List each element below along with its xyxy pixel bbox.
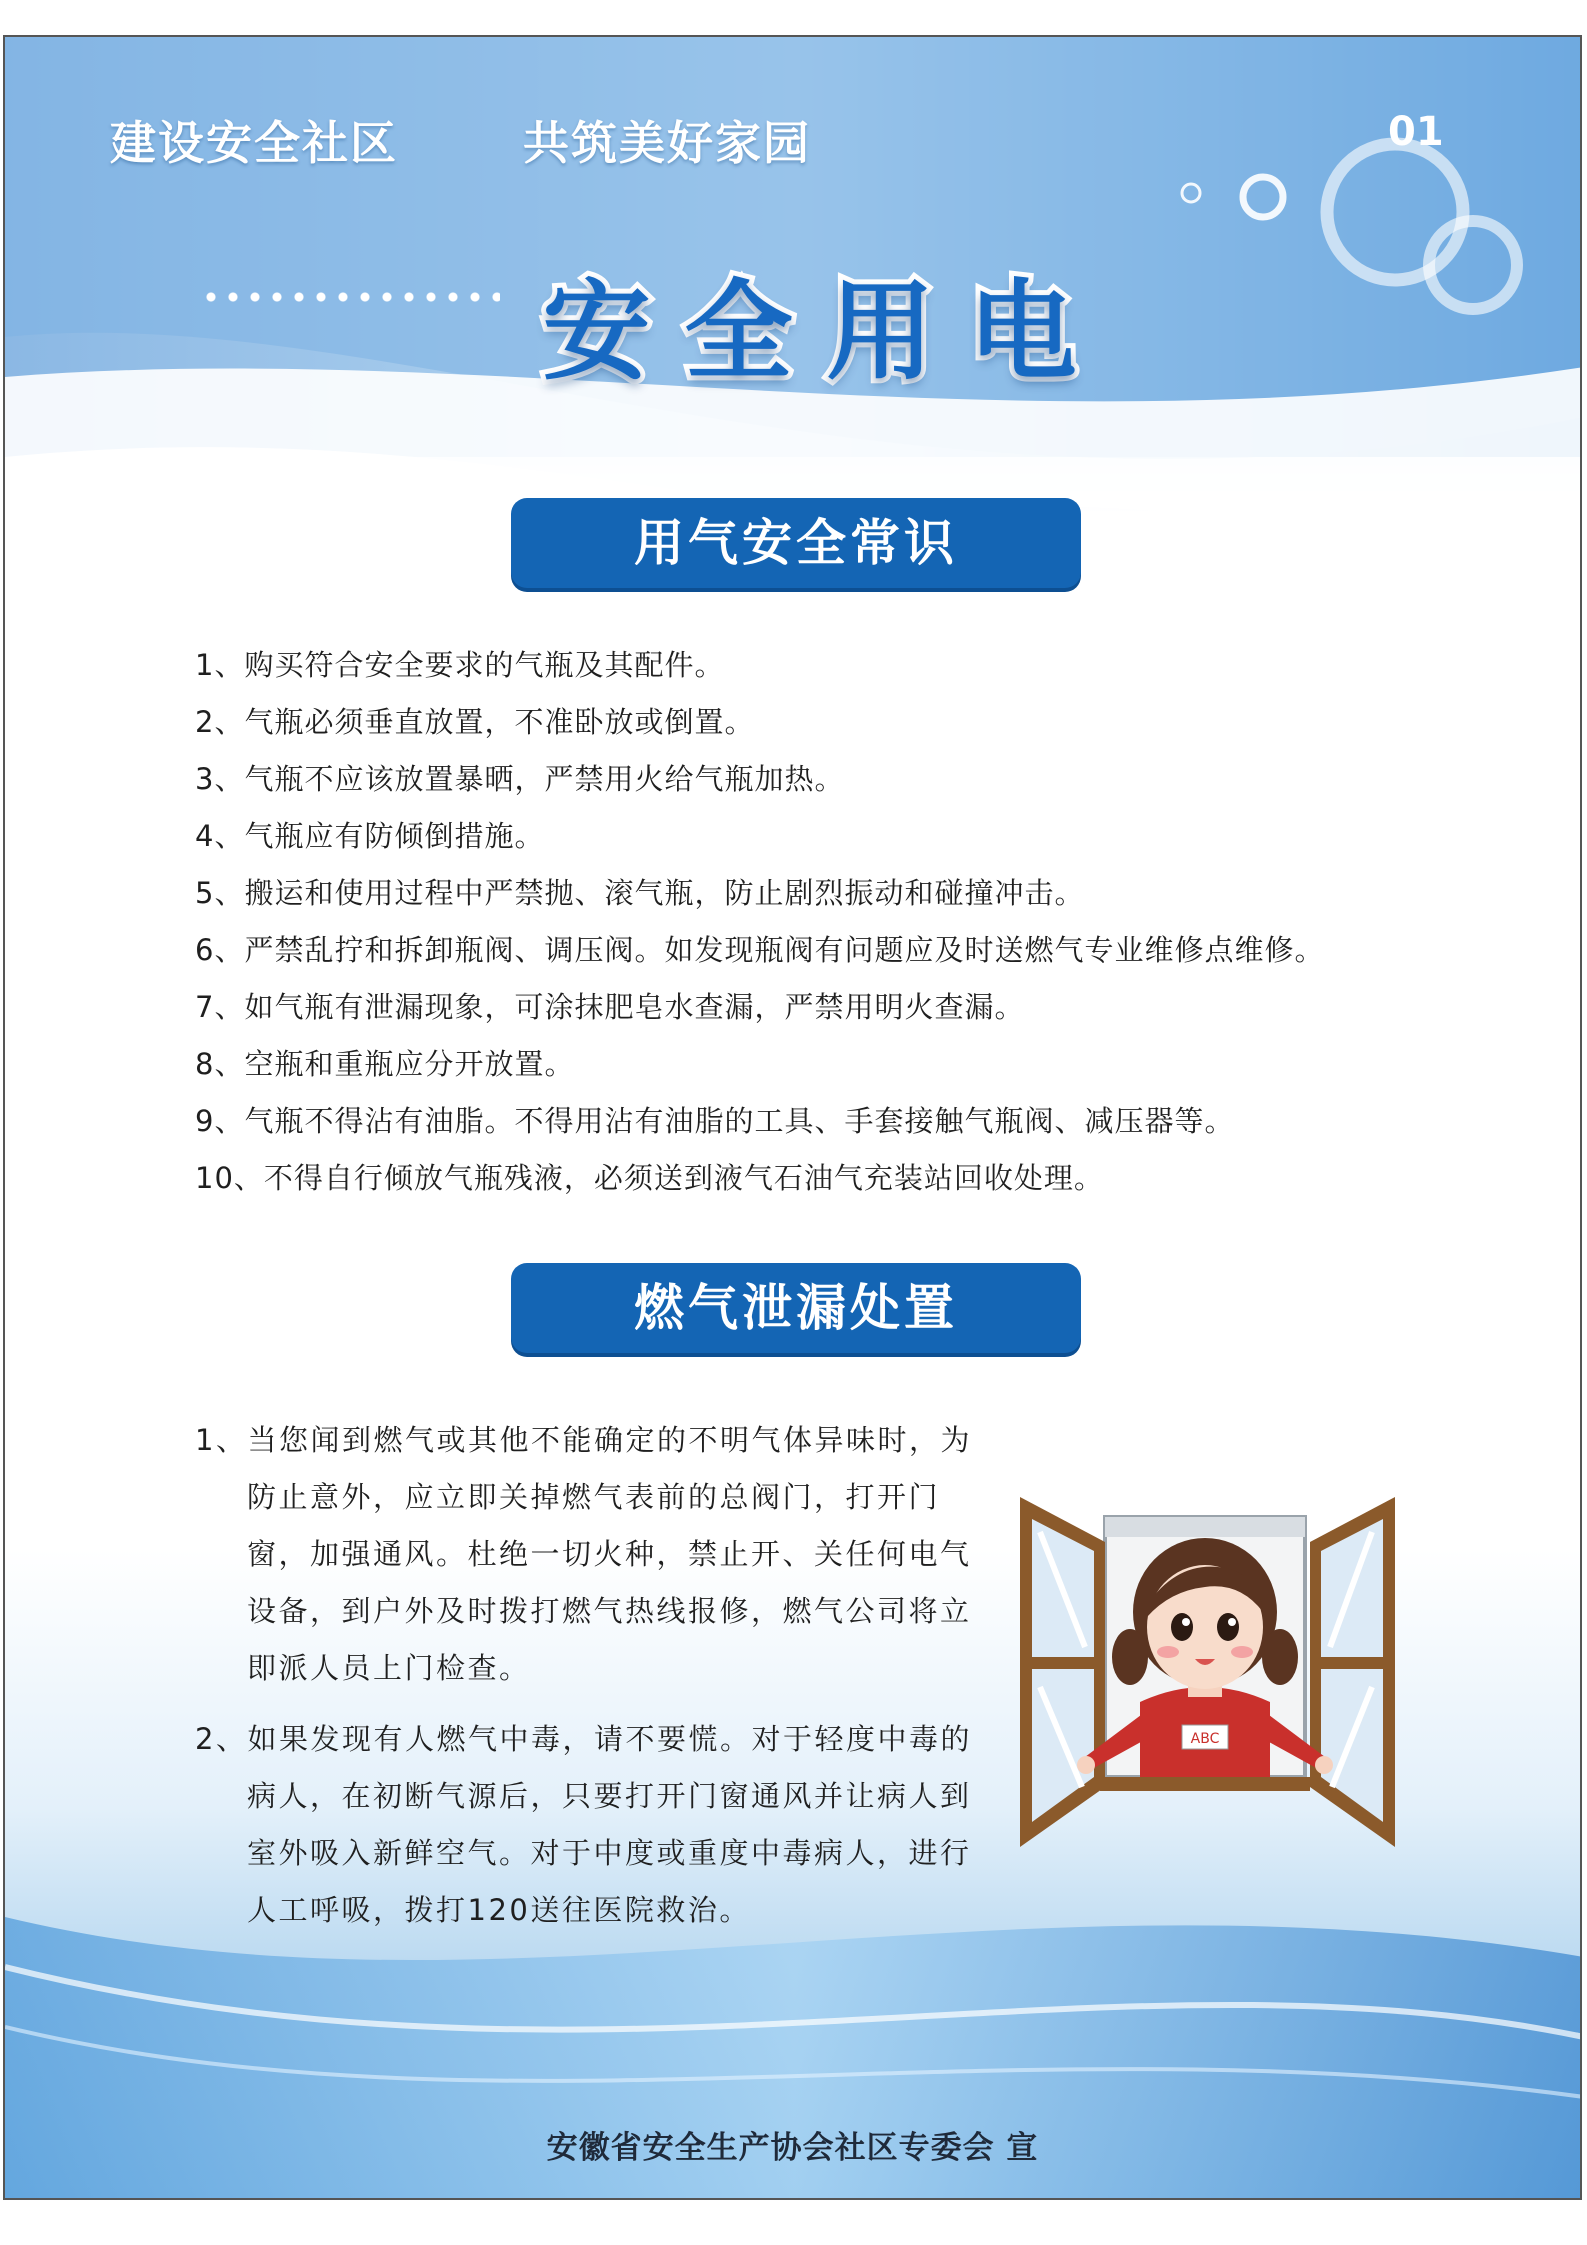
gas-safety-list: [195, 637, 1324, 1207]
list-item: 9、气瓶不得沾有油脂。不得用沾有油脂的工具、手套接触气瓶阀、减压器等。: [195, 1104, 1235, 1138]
list-item: 1、当您闻到燃气或其他不能确定的不明气体异味时，为防止意外，应立即关掉燃气表前的总阀门，打开门窗，加强通风。杜绝一切火种，禁止开、关任何电气设备，到户外及时拨打燃气热线报修，燃气公司将立即派人员上门检查。: [195, 1423, 972, 1685]
footer-publisher: 安徽省安全生产协会社区专委会 宣: [546, 2130, 1039, 2166]
shirt-badge-text: ABC: [1190, 1731, 1220, 1747]
section-heading-gas-leak: 燃气泄漏处置: [511, 1263, 1081, 1353]
list-item: 10、不得自行倾放气瓶残液，必须送到液气石油气充装站回收处理。: [195, 1161, 1104, 1195]
list-item: 7、如气瓶有泄漏现象，可涂抹肥皂水查漏，严禁用明火查漏。: [195, 990, 1025, 1024]
slogan-right: 共筑美好家园: [523, 116, 811, 170]
list-item: 8、空瓶和重瓶应分开放置。: [195, 1047, 575, 1081]
page-number: 01: [1388, 109, 1444, 155]
list-item: 3、气瓶不应该放置暴晒，严禁用火给气瓶加热。: [195, 762, 845, 796]
list-item: 2、如果发现有人燃气中毒，请不要慌。对于轻度中毒的病人，在初断气源后，只要打开门窗通风并让病人到室外吸入新鲜空气。对于中度或重度中毒病人，进行人工呼吸，拨打120送往医院救治。: [195, 1722, 972, 1927]
list-item: 1、购买符合安全要求的气瓶及其配件。: [195, 648, 725, 682]
list-item: 6、严禁乱拧和拆卸瓶阀、调压阀。如发现瓶阀有问题应及时送燃气专业维修点维修。: [195, 933, 1325, 967]
list-item: 2、气瓶必须垂直放置，不准卧放或倒置。: [195, 705, 755, 739]
section-heading-gas-safety: 用气安全常识: [511, 498, 1081, 588]
list-item: 5、搬运和使用过程中严禁抛、滚气瓶，防止剧烈振动和碰撞冲击。: [195, 876, 1085, 910]
poster: [3, 35, 1582, 2200]
page-title: 安全用电: [542, 270, 1111, 395]
girl-at-window-illustration: [1010, 1487, 1410, 1887]
gas-leak-list: [195, 1412, 985, 1953]
list-item: 4、气瓶应有防倾倒措施。: [195, 819, 545, 853]
slogan-left: 建设安全社区: [110, 116, 398, 170]
